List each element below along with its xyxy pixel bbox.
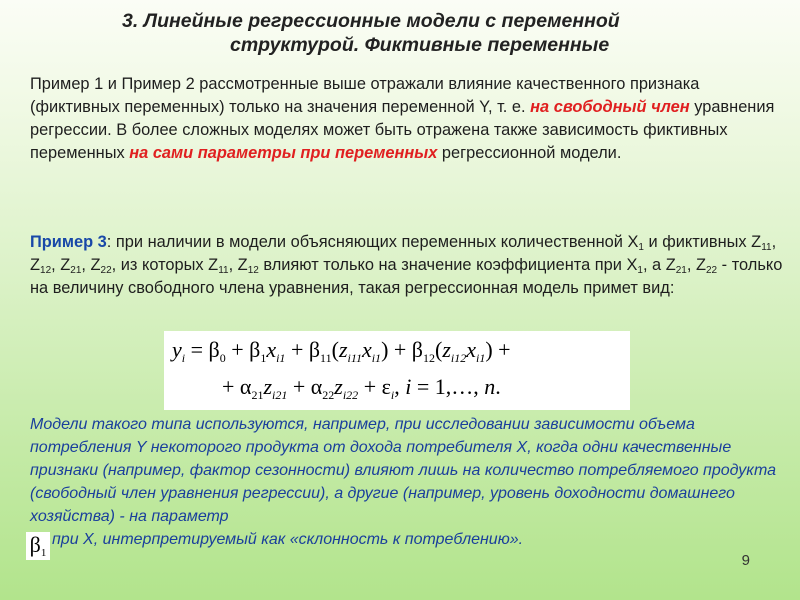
example-text: , Z bbox=[686, 256, 706, 274]
formula-symbol: z bbox=[338, 337, 348, 362]
formula-subscript: 12 bbox=[423, 351, 435, 365]
formula-symbol: + α bbox=[222, 374, 252, 399]
formula-symbol: . bbox=[495, 374, 501, 399]
formula-subscript: 22 bbox=[322, 388, 335, 402]
formula-subscript: 1 bbox=[260, 351, 267, 365]
paragraph-example-3 bbox=[30, 231, 790, 300]
example-text: и фиктивных Z bbox=[643, 233, 762, 251]
formula-symbol: + β bbox=[285, 337, 321, 362]
formula-subscript: i bbox=[390, 388, 395, 402]
paragraph-intro-text-1: Пример 1 и Пример 2 рассмотренные выше отражали влияние качественного признака (фиктивных переменных) только на значения переменной Y, т. е. bbox=[30, 75, 700, 116]
formula-symbol: + α bbox=[287, 374, 323, 399]
example-3-label: Пример 3 bbox=[30, 233, 107, 251]
page-number: 9 bbox=[741, 552, 750, 569]
subscript: 12 bbox=[247, 265, 259, 276]
subscript: 22 bbox=[706, 265, 718, 276]
subscript: 11 bbox=[761, 242, 772, 253]
formula-symbol: x bbox=[466, 337, 476, 362]
slide-title-line-2: структурой. Фиктивные переменные bbox=[230, 34, 610, 56]
formula-subscript: 21 bbox=[251, 388, 264, 402]
formula-subscript: i1 bbox=[276, 351, 286, 365]
beta-glyph: β bbox=[29, 532, 41, 557]
formula-symbol: ) + bbox=[485, 337, 511, 362]
formula-subscript: i bbox=[181, 351, 186, 365]
formula-symbol: z bbox=[334, 374, 343, 399]
slide-title-line-1: 3. Линейные регрессионные модели с переменной bbox=[122, 10, 620, 32]
formula-symbol: ( bbox=[435, 337, 443, 362]
formula-subscript: 0 bbox=[219, 351, 226, 365]
paragraph-intro bbox=[30, 73, 790, 165]
formula-subscript: 11 bbox=[320, 351, 332, 365]
formula-symbol: i bbox=[405, 374, 412, 399]
subscript: 21 bbox=[675, 265, 687, 276]
formula-subscript: i22 bbox=[342, 388, 359, 402]
example-text: , Z bbox=[51, 256, 71, 274]
subscript: 12 bbox=[40, 265, 52, 276]
example-text: - только на величину свободного члена уравнения, такая регрессионная модель примет вид: bbox=[30, 256, 783, 297]
formula-symbol: + β bbox=[225, 337, 261, 362]
formula-symbol: ( bbox=[331, 337, 339, 362]
example-text: : при наличии в модели объясняющих переменных количественной X bbox=[106, 233, 639, 251]
formula-symbol: z bbox=[442, 337, 451, 362]
formula-symbol: ) + β bbox=[381, 337, 423, 362]
formula-subscript: i11 bbox=[347, 351, 362, 365]
subscript: 21 bbox=[70, 265, 82, 276]
formula-line-1 bbox=[172, 337, 511, 363]
formula-subscript: i21 bbox=[272, 388, 288, 402]
formula-symbol: x bbox=[266, 337, 277, 362]
paragraph-intro-text-3: регрессионной модели. bbox=[437, 144, 622, 162]
highlight-parameters: на сами параметры при переменных bbox=[129, 144, 438, 162]
example-text: , а Z bbox=[642, 256, 676, 274]
slide-title bbox=[0, 9, 800, 57]
formula-symbol: n bbox=[484, 374, 496, 399]
formula-symbol: = β bbox=[185, 337, 220, 362]
beta-1-symbol bbox=[26, 532, 50, 560]
example-text: , Z bbox=[30, 233, 777, 274]
subscript: 1 bbox=[637, 265, 643, 276]
formula-symbol: , bbox=[394, 374, 406, 399]
subscript: 11 bbox=[218, 265, 229, 276]
paragraph-usage: Модели такого типа используются, например, при исследовании зависимости объема потребления Y некоторого продукта от дохода потребителя X, когда одни качественные признаки (например, фактор сезонности) влияют лишь на количество потребляемого продукта (свободный член уравнения регрессии), а другие (например, уровень доходности домашнего хозяйства) - на параметр bbox=[30, 416, 777, 525]
formula-subscript: i1 bbox=[371, 351, 382, 365]
formula-symbol: = 1,…, bbox=[411, 374, 485, 399]
formula-symbol: y bbox=[172, 337, 182, 362]
example-text: , Z bbox=[228, 256, 248, 274]
paragraph-usage-last-line: при X, интерпретируемый как «склонность к потреблению». bbox=[52, 531, 524, 548]
subscript: 22 bbox=[100, 265, 112, 276]
beta-subscript: 1 bbox=[40, 547, 47, 559]
subscript: 1 bbox=[638, 242, 644, 253]
highlight-free-term: на свободный член bbox=[530, 98, 690, 116]
paragraph-intro-text-2: уравнения регрессии. В более сложных моделях может быть отражена также зависимость фиктивных переменных bbox=[30, 98, 775, 162]
example-text: , из которых Z bbox=[111, 256, 219, 274]
example-text: влияют только на значение коэффициента при X bbox=[258, 256, 638, 274]
formula-line-2 bbox=[222, 374, 501, 400]
formula-subscript: i1 bbox=[476, 351, 486, 365]
example-text: , Z bbox=[81, 256, 101, 274]
formula-symbol: z bbox=[263, 374, 272, 399]
formula-symbol: + ε bbox=[358, 374, 391, 399]
regression-formula bbox=[164, 331, 630, 410]
formula-subscript: i12 bbox=[450, 351, 467, 365]
formula-symbol: x bbox=[361, 337, 372, 362]
